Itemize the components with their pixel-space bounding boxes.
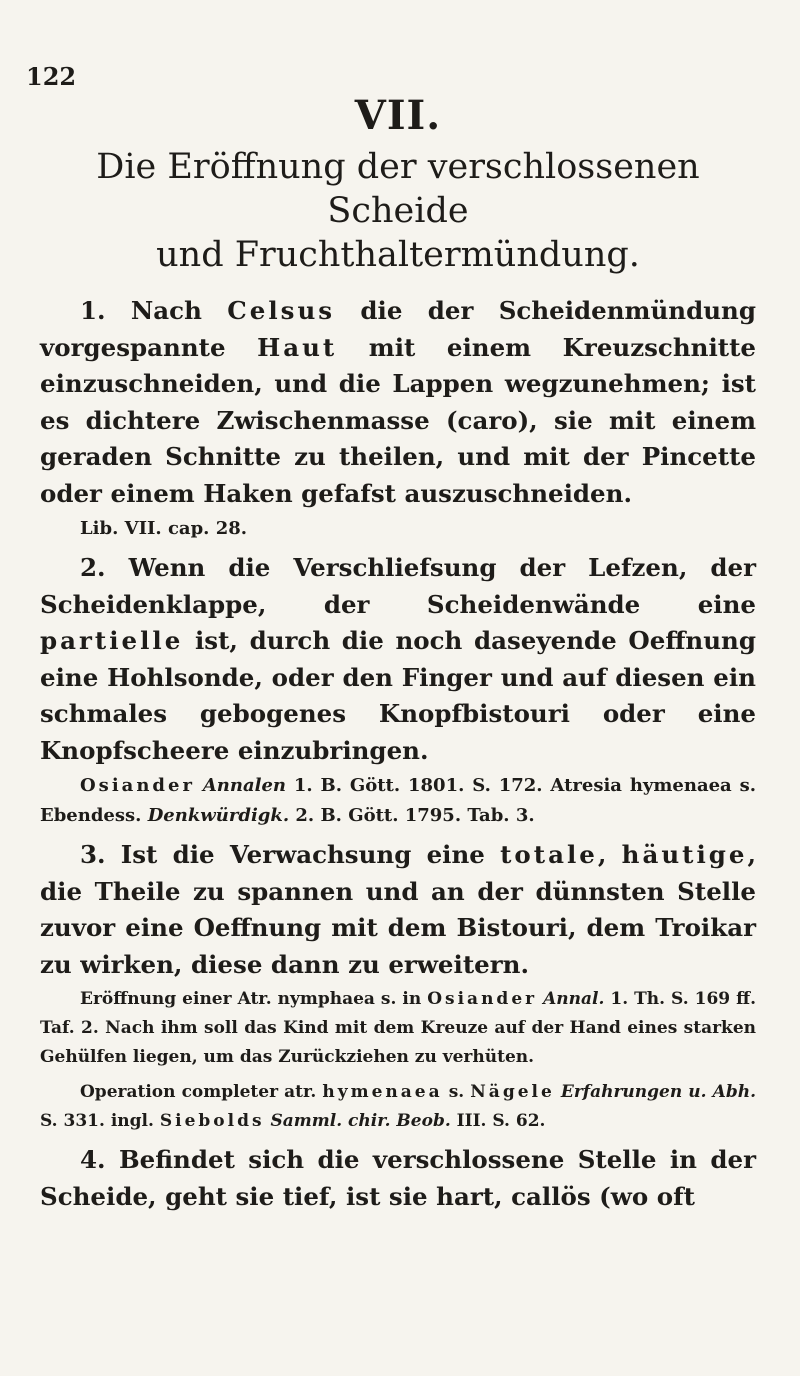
work-title: Annal. [543,989,605,1009]
text: 1. Th. S. 169 ff. Taf. 2. Nach ihm soll das Kind mit dem Kreuze auf der Hand eines starken Gehülfen liegen, um das Zurückziehen zu verhüten. [40,989,756,1067]
reference-1: Lib. VII. cap. 28. [80,518,248,539]
author-name: Osiander [427,989,538,1009]
author-name: Celsus [227,296,336,325]
page-number: 122 [26,62,77,91]
work-title: Erfahrungen u. Abh. [560,1082,756,1102]
chapter-heading: VII. [354,92,442,139]
paragraph-3 [40,837,756,983]
reference-2 [40,771,756,831]
author-name: Nägele [470,1082,555,1102]
text: 4. Befindet sich die verschlossene Stelle in der Scheide, geht sie tief, ist sie hart, callös (wo oft [40,1145,756,1211]
text: III. S. 62. [450,1111,546,1131]
emphasis: hymenaea [322,1082,443,1102]
paragraph-2 [40,550,756,769]
text: 1. B. Gött. 1801. S. 172. Atresia hymenaea s. Ebendess. [40,775,756,826]
text [195,775,203,796]
text: s. [442,1082,471,1102]
title-line-1: Die Eröffnung der verschlossenen Scheide [96,147,700,231]
text: 3. Ist die Verwachsung eine [80,840,501,869]
text: S. 331. ingl. [40,1111,160,1131]
work-title: Samml. chir. Beob. [270,1111,451,1131]
work-title: Denkwürdigk. [147,805,290,826]
text: die der Scheidenmündung vorgespannte [40,296,756,362]
text: Eröffnung einer Atr. nymphaea s. in [80,989,428,1009]
reference-4 [40,1078,756,1136]
work-title: Annalen [202,775,286,796]
emphasis: Haut [257,332,338,362]
text: 2. Wenn die Verschliefsung der Lefzen, der Scheidenklappe, der Scheidenwände eine [40,553,756,619]
text: , die Theile zu spannen und an der dünnsten Stelle zuvor eine Oeffnung mit dem Bistouri, dem Troikar zu wirken, diese dann zu erweitern. [40,840,756,979]
author-name: Osiander [80,775,195,796]
text: mit einem Kreuzschnitte einzuschneiden, und die Lappen wegzunehmen; ist es dichtere Zwischenmasse (caro), sie mit einem geraden Schnitte zu theilen, und mit der Pincette oder einem Haken gefafst auszuschneiden. [40,332,756,508]
title-line-2: und Fruchthaltermündung. [156,235,640,275]
paragraph-4 [40,1142,756,1215]
text: ist, durch die noch daseyende Oeffnung eine Hohlsonde, oder den Finger und auf diesen ein schmales gebogenes Knopfbistouri oder eine Knopfscheere einzubringen. [40,626,756,765]
reference-3 [40,985,756,1072]
emphasis: partielle [40,626,184,655]
emphasis: häutige [621,840,748,869]
emphasis: totale [500,840,598,869]
text: Operation completer atr. [80,1082,323,1102]
text: 1. Nach [80,296,228,325]
author-name: Siebolds [159,1111,265,1131]
text: , [597,840,622,869]
section-title [40,145,756,277]
text: 2. B. Gött. 1795. Tab. 3. [289,805,535,826]
paragraph-1 [40,293,756,512]
